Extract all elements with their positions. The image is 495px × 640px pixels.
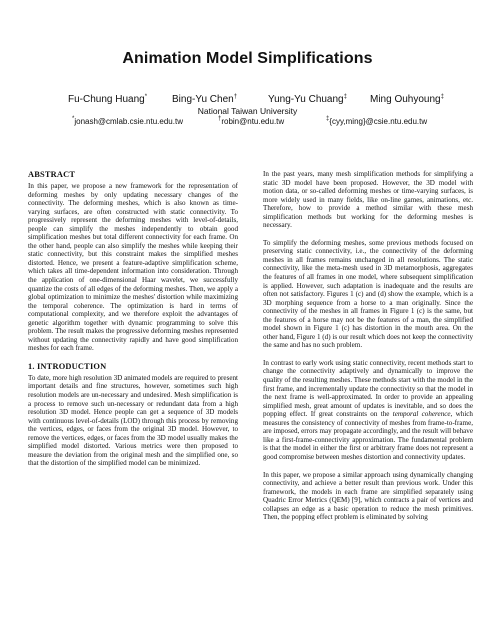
paragraph-4: In this paper, we propose a similar approach using dynamically changing connectivity, and achieve a better result than previous work. Under this framework, the models in each frame are simplified separately using Quadric Error Metrics (QEM) [9], which contracts a pair of vertices and collapses an edge as a basic operation to reduce the mesh primitives. Then, the popping effect problem is eliminated by solving: [263, 470, 473, 522]
paragraph-3: In contrast to early work using static connectivity, recent methods start to change the connectivity adaptively and dynamically to improve the quality of the resulting meshes. These methods start with the model in the first frame, and incrementally update the connectivity so that the model in the next frame is well-approximated. In order to provide an appealing simplified mesh, great amount of updates is inevitable, and so does the popping effect. If great constraints on the temporal coherence, which measures the consistency of connectivity of meshes from frame-to-frame, are imposed, errors may propagate accordingly, and the result will behave like a first-frame-connectivity approximation. The fundamental problem is that the model in either the first or arbitrary frame does not represent a good compromise between meshes distortion and connectivity updates.: [263, 358, 473, 461]
email-list: [0, 116, 495, 128]
abstract-text: In this paper, we propose a new framework for the representation of deforming meshes by only updating necessary changes of the connectivity. The deforming meshes, which is also known as time-varying surfaces, are often constructed with static connectivity. To progressively represent the deforming meshes with level-of-details, people can simplify the meshes independently to obtain good simplification meshes but total different connectivity for each frame. On the other hand, people can also simplify the meshes while keeping their static connectivity, but this constraint makes the simplified meshes distorted. Hence, we present a feature-adaptive simplification scheme, which takes all time-dependent information into consideration. Through the application of one-dimensional Haar wavelet, we successfully quantize the costs of all edges of the deforming meshes. Then, we apply a global optimization to minimize the meshes' distortion while maximizing the temporal coherence. The optimization is hard in terms of computational complexity, and we therefore exploit the advantages of genetic algorithm together with dynamic programming to solve this problem. The result makes the progressive deforming meshes represented without updating the connectivity rapidly and have good simplification meshes for each frame.: [28, 182, 238, 353]
author-2: Bing-Yu Chen†: [172, 94, 238, 105]
emphasis-temporal-coherence: temporal coherence: [392, 410, 451, 419]
author-3: Yung-Yu Chuang‡: [268, 94, 347, 105]
email-1: *jonash@cmlab.csie.ntu.edu.tw: [72, 116, 183, 126]
email-2: †robin@ntu.edu.tw: [218, 116, 285, 126]
right-column: [263, 170, 473, 531]
paper-title: Animation Model Simplifications: [122, 50, 373, 67]
author-4: Ming Ouhyoung‡: [370, 94, 444, 105]
email-3: ‡{cyy,ming}@csie.ntu.edu.tw: [326, 116, 428, 126]
left-column: [28, 170, 238, 468]
introduction-heading: 1. INTRODUCTION: [28, 361, 107, 371]
abstract-heading: ABSTRACT: [28, 170, 76, 179]
paragraph-1: In the past years, many mesh simplification methods for simplifying a static 3D model have been proposed. However, the 3D model with motion data, or so-called deforming meshes or time-varying surfaces, is more widely used in many fields, like on-line games, animations, etc. Therefore, how to provide a method similar with these mesh simplification methods but working for the deforming meshes is necessary.: [263, 170, 473, 230]
author-1: Fu-Chung Huang*: [68, 94, 148, 105]
affiliation: National Taiwan University: [197, 106, 298, 116]
paragraph-2: To simplify the deforming meshes, some previous methods focused on preserving static connectivity, i.e., the connectivity of the deforming meshes in all frames remains unchanged in all resolutions. The static connectivity, like the meta-mesh used in 3D metamorphosis, aggregates the features of all frames in one model, where subsequent simplification is applied. However, such adaptation is inadequate and the results are often not satisfactory. Figures 1 (c) and (d) show the example, which is a 3D morphing sequence from a horse to a man originally. Since the connectivity of the meshes in all frames in Figure 1 (c) is the same, but the features of a horse may not be the features of a man, the simplified model shown in Figure 1 (c) has distortion in the mouth area. On the other hand, Figure 1 (d) is our result which does not keep the connectivity the same and has no such problem.: [263, 238, 474, 350]
introduction-text: To date, more high resolution 3D animated models are required to present important details and fine structures, however, sometimes such high resolution models are un-necessary and undesired. Mesh simplification is a process to remove such un-necessary or redundant data from a high resolution 3D model. Hence people can get a sequence of 3D models with continuous level-of-details (LOD) through this process by removing the vertices, edges, or faces from the original 3D model. However, to remove the vertices, edges, or faces from the 3D model usually makes the simplified model distorted. Various metrics were then proposed to measure the deviation from the original mesh and the simplified one, so that the distortion of the simplified model can be minimized.: [28, 373, 238, 468]
